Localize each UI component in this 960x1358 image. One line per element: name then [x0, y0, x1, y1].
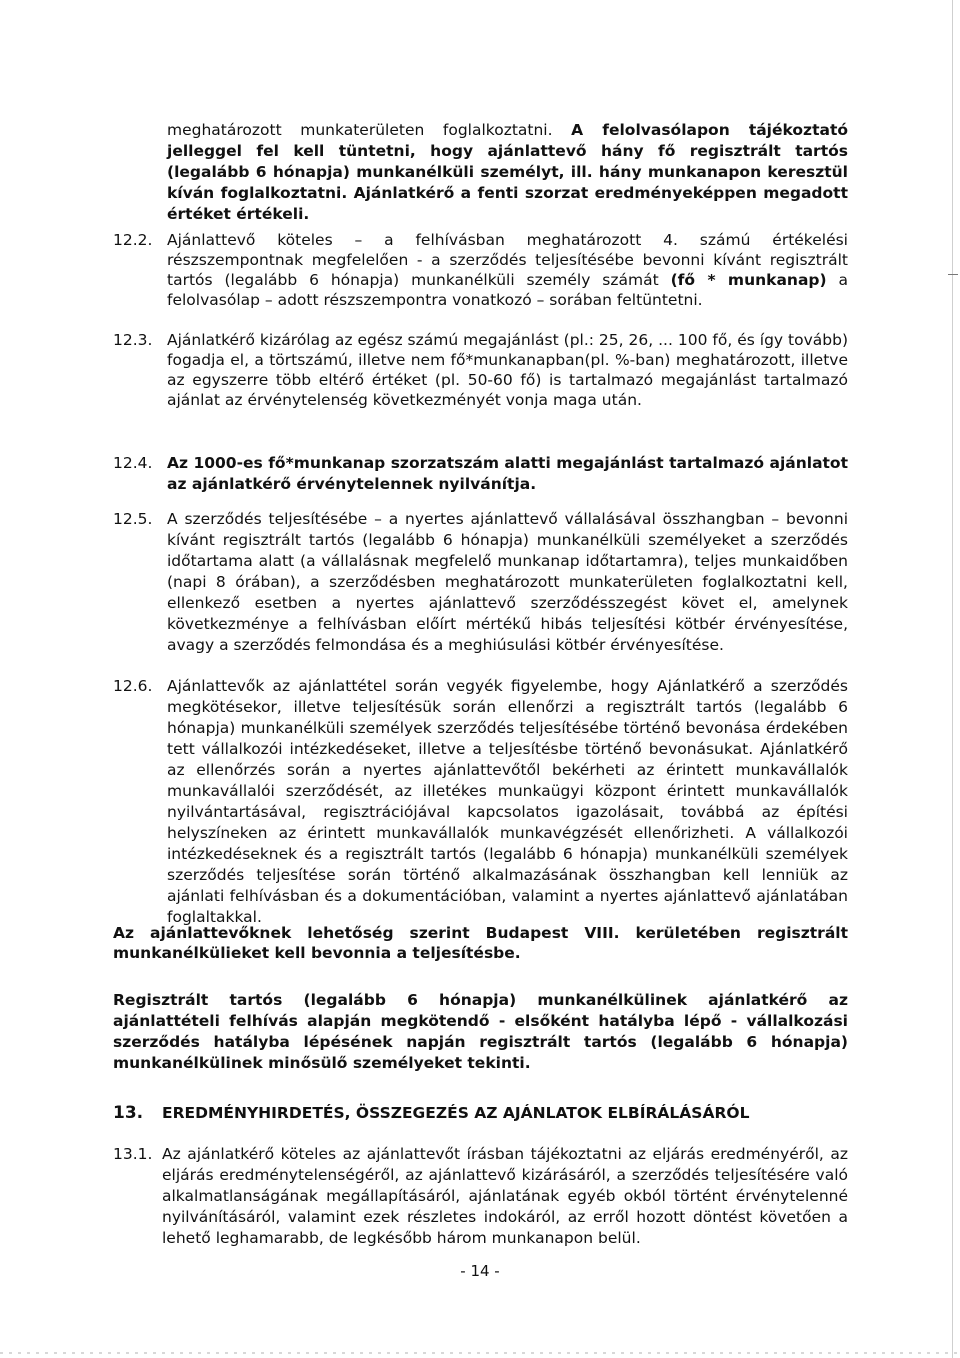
intro-bold-text: A felolvasólapon tájékoztató jelleggel fel kell tüntetni, hogy ajánlattevő hány fő regisztrált tartós (legalább 6 hónapja) munkanélküli személyt, ill. hány munkanapon keresztül kíván foglalkoztatni. Ajánlatkérő a fenti szorzat eredményeképpen megadott értéket értékeli.: [167, 121, 848, 223]
section-13-number: 13.: [113, 1103, 144, 1123]
paragraph-12-6-text: Ajánlattevők az ajánlattétel során vegyék figyelembe, hogy Ajánlatkérő a szerződés megkötésekor, illetve teljesítésük során ellenőrzi a regisztrált tartós (legalább 6 hónapja) munkanélküli személyek szerződés teljesítésébe történő bevonása érdekében tett vállalkozói intézkedéseket, illetve a teljesítésbe történő bevonásukat. Ajánlatkérő az ellenőrzés során a nyertes ajánlattevőtől bekérheti az érintett munkavállalók munkavállalói szerződését, az illetékes munkaügyi központ érintett munkavállalók nyilvántartásával, regisztrációjával kapcsolatos igazolásait, továbbá az építési helyszíneken az érintett munkavállalók munkavégzését ellenőrizheti. A vállalkozói intézkedéseknek és a regisztrált tartós (legalább 6 hónapja) munkanélküli személyek szerződés teljesítése során történő alkalmazásának összhangban kell lenniük az ajánlati felhívásban és a dokumentációban, valamint a nyertes ajánlattevő ajánlatában foglaltakkal.: [167, 677, 848, 926]
note-budapest-text: Az ajánlattevőknek lehetőség szerint Budapest VIII. kerületében regisztrált munkanélkülieket kell bevonnia a teljesítésbe.: [113, 924, 848, 962]
paragraph-12-4-bold: Az 1000-es fő*munkanap szorzatszám alatti megajánlást tartalmazó ajánlatot az ajánlatkérő érvénytelennek nyilvánítja.: [167, 454, 848, 493]
intro-paragraph: [167, 120, 848, 225]
section-13-title: EREDMÉNYHIRDETÉS, ÖSSZEGEZÉS AZ AJÁNLATOK ELBÍRÁLÁSÁRÓL: [162, 1104, 750, 1122]
section-number-12-6: 12.6.: [113, 677, 153, 695]
paragraph-12-2: [167, 230, 848, 310]
paragraph-12-2-text-end: a felolvasólap – adott részszempontra vonatkozó – sorában feltüntetni.: [167, 271, 848, 309]
scan-edge-line: [952, 0, 953, 1358]
paragraph-12-3: [167, 330, 848, 410]
paragraph-12-6: [167, 676, 848, 928]
intro-plain-text: meghatározott munkaterületen foglalkoztatni.: [167, 121, 572, 139]
paragraph-12-4: [167, 453, 848, 495]
note-registered: [113, 990, 848, 1074]
note-budapest: [113, 923, 848, 963]
scan-bottom-noise: [0, 1352, 960, 1354]
paragraph-12-3-text: Ajánlatkérő kizárólag az egész számú megajánlást (pl.: 25, 26, ... 100 fő, és így tovább) fogadja el, a törtszámú, illetve nem fő*munkanapban(pl. %-ban) meghatározott, illetve az egyszerre több eltérő értéket (pl. 50-60 fő) is tartalmazó megajánlást tartalmazó ajánlat az érvénytelenség következményét vonja maga után.: [167, 331, 848, 409]
section-number-12-3: 12.3.: [113, 331, 153, 349]
scan-edge-tick: [948, 274, 958, 275]
paragraph-12-5: [167, 509, 848, 656]
page-number: - 14 -: [460, 1262, 500, 1280]
note-registered-text: Regisztrált tartós (legalább 6 hónapja) munkanélkülinek ajánlatkérő az ajánlattételi felhívás alapján megkötendő - elsőként hatályba lépő - vállalkozási szerződés hatályba lépésének napján regisztrált tartós (legalább 6 hónapja) munkanélkülinek minősülő személyeket tekinti.: [113, 991, 848, 1072]
paragraph-12-2-text: Ajánlattevő köteles – a felhívásban meghatározott 4. számú értékelési részszempontnak megfelelően - a szerződés teljesítésébe bevonni kívánt regisztrált tartós (legalább 6 hónapja) munkanélküli személy számát: [167, 231, 848, 289]
paragraph-12-2-bold: (fő * munkanap): [670, 271, 827, 289]
paragraph-13-1: [162, 1144, 848, 1249]
paragraph-12-5-text: A szerződés teljesítésébe – a nyertes ajánlattevő vállalásával összhangban – bevonni kívánt regisztrált tartós (legalább 6 hónapja) munkanélküli személyeket a szerződés időtartama alatt (a vállalásnak megfelelő munkanap időtartamra), teljes munkaidőben (napi 8 órában), a szerződésben meghatározott munkaterületen foglalkoztatni kell, ellenkező esetben a nyertes ajánlattevő szerződésszegést követ el, amelynek következménye a felhívásban előírt mértékű hibás teljesítési kötbér érvényesítése, avagy a szerződés felmondása és a meghiúsulási kötbér érvényesítése.: [167, 510, 848, 654]
section-13-heading: [113, 1103, 749, 1123]
section-number-13-1: 13.1.: [113, 1145, 153, 1163]
section-number-12-5: 12.5.: [113, 510, 153, 528]
paragraph-13-1-text: Az ajánlatkérő köteles az ajánlattevőt írásban tájékoztatni az eljárás eredményéről, az eljárás eredménytelenségéről, az ajánlattevő kizárásáról, a szerződés teljesítésére való alkalmatlanságának megállapításáról, ajánlatának egyéb okból történt érvénytelenné nyilvánításáról, valamint ezek részletes indokáról, az erről hozott döntést követően a lehető leghamarabb, de legkésőbb három munkanapon belül.: [162, 1145, 848, 1247]
section-number-12-4: 12.4.: [113, 454, 153, 472]
section-number-12-2: 12.2.: [113, 231, 153, 249]
